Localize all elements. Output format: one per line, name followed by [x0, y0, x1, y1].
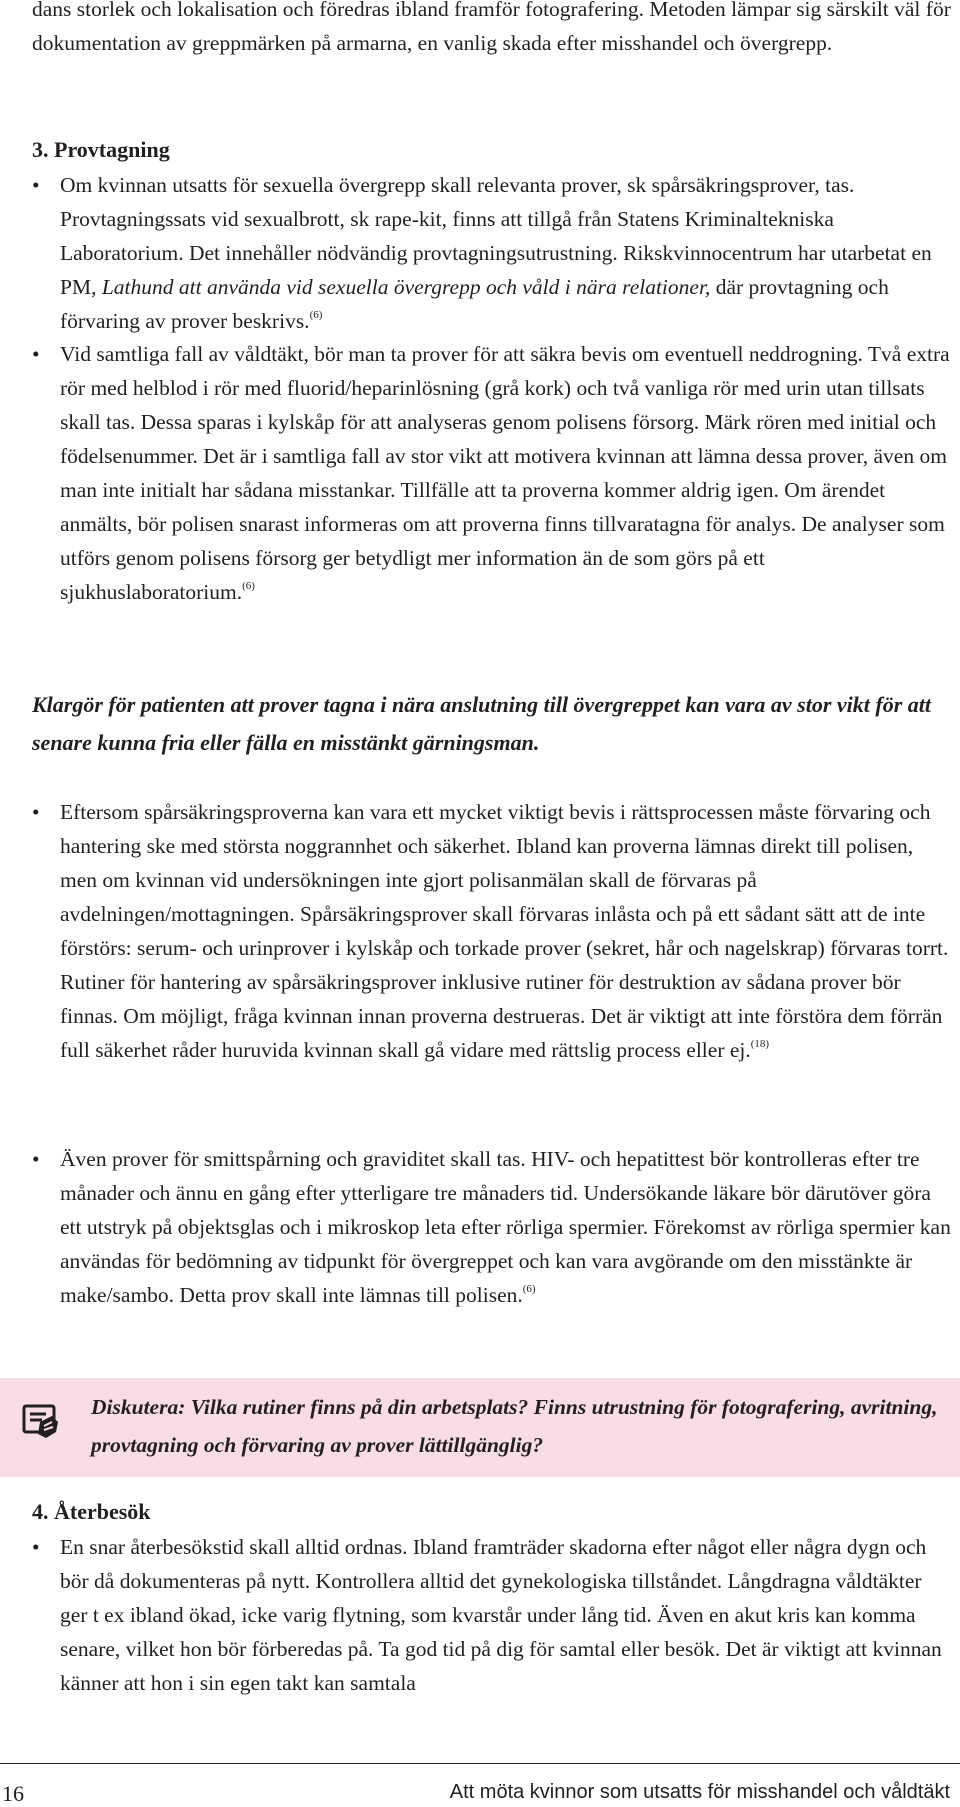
bullet-glyph: • — [32, 342, 40, 366]
bullet-item — [32, 168, 952, 338]
discussion-box — [0, 1378, 960, 1477]
intro-paragraph: dans storlek och lokalisation och föredras ibland framför fotografering. Metoden lämpar sig särskilt väl för dokumentation av greppmärken på armarna, en vanlig skada efter misshandel och övergrepp. — [32, 0, 951, 55]
bullet-paragraph — [32, 1530, 952, 1700]
running-title: Att möta kvinnor som utsatts för misshandel och våldtäkt — [449, 1781, 950, 1803]
bullet-text: En snar återbesökstid skall alltid ordnas. Ibland framträder skadorna efter något eller några dygn och bör då dokumenteras på nytt. Kontrollera alltid det gynekologiska tillståndet. Långdragna våldtäkter ger t ex ibland ökad, icke varig flytning, som kvarstår under lång tid. Även en akut kris kan komma senare, vilket hon bör förberedas på. Ta god tid på dig för samtal eller besök. Det är viktigt att kvinnan känner att hon i sin egen takt kan samtala — [60, 1535, 942, 1695]
bullet-text: där provtagning och förvaring av prover beskrivs. — [60, 275, 889, 333]
section-heading-provtagning: 3. Provtagning — [32, 137, 170, 162]
bullet-text: Även prover för smittspårning och graviditet skall tas. HIV- och hepatittest bör kontrolleras efter tre månader och ännu en gång efter ytterligare tre månaders tid. Undersökande läkare bör därutöver göra ett utstryk på objektsglas och i mikroskop leta efter rörliga spermier. Förekomst av rörliga spermier kan användas för bedömning av tidpunkt för övergreppet och kan vara avgörande om den misstänkte är make/sambo. Detta prov skall inte lämnas till polisen. — [60, 1147, 951, 1307]
bullet-text: Vid samtliga fall av våldtäkt, bör man ta prover för att säkra bevis om eventuell neddrogning. Två extra rör med helblod i rör med fluorid/heparinlösning (grå kork) och två vanliga rör med urin utan tillsats skall tas. Dessa sparas i kylskåp för att analyseras genom polisens försorg. Märk rören med initial och födelsenummer. Det är i samtliga fall av stor vikt att motivera kvinnan att lämna dessa prover, även om man inte initialt har sådana misstankar. Tillfälle att ta proverna kommer aldrig igen. Om ärendet anmälts, bör polisen snarast informeras om att proverna finns tillvaratagna för analys. De analyser som utförs genom polisens försorg ger betydligt mer information än de som görs på ett sjukhuslaboratorium. — [60, 342, 950, 604]
bullet-paragraph — [32, 795, 952, 1067]
reference-superscript: (6) — [242, 580, 255, 592]
bullet-item — [32, 337, 952, 609]
discussion-hand-icon — [22, 1402, 62, 1442]
bullet-glyph: • — [32, 1147, 40, 1171]
bullet-item — [32, 795, 952, 1067]
bullet-glyph: • — [32, 173, 40, 197]
bullet-glyph: • — [32, 1535, 40, 1559]
bullet-item — [32, 1142, 952, 1312]
page-number: 16 — [2, 1781, 24, 1806]
bullet-paragraph — [32, 168, 952, 338]
bullet-text: Eftersom spårsäkringsproverna kan vara ett mycket viktigt bevis i rättsprocessen måste förvaring och hantering ske med största noggrannhet och säkerhet. Ibland kan proverna lämnas direkt till polisen, men om kvinnan vid undersökningen inte gjort polisanmälan skall de förvaras på avdelningen/mottagningen. Spårsäkringsprover skall förvaras inlåsta och på ett sådant sätt att de inte förstörs: serum- och urinprover i kylskåp och torkade prover (sekret, hår och nagelskrap) förvaras torrt. Rutiner för hantering av spårsäkringsprover inklusive rutiner för destruktion av sådana prover bör finnas. Om möjligt, fråga kvinnan innan proverna destrueras. Det är viktigt att inte förstöra dem förrän full säkerhet råder huruvida kvinnan skall gå vidare med rättslig process eller ej. — [60, 800, 949, 1062]
discussion-text: Diskutera: Vilka rutiner finns på din arbetsplats? Finns utrustning för fotografering, avritning, provtagning och förvaring av prover lättillgänglig? — [91, 1395, 938, 1457]
reference-superscript: (6) — [522, 1283, 536, 1295]
reference-superscript: (6) — [309, 309, 323, 321]
section-heading-aterbesok: 4. Återbesök — [32, 1499, 151, 1524]
bullet-paragraph — [32, 337, 952, 609]
italic-document-title: Lathund att använda vid sexuella övergrepp och våld i nära relationer, — [101, 275, 711, 299]
reference-superscript: (18) — [750, 1038, 770, 1050]
bullet-paragraph — [32, 1142, 952, 1312]
bullet-item — [32, 1530, 952, 1700]
bullet-text: Om kvinnan utsatts för sexuella övergrepp skall relevanta prover, sk spårsäkringsprover, tas. Provtagningssats vid sexualbrott, sk rape-kit, finns att tillgå från Statens Kriminaltekniska Laboratorium. Det innehåller nödvändig provtagningsutrustning. Rikskvinnocentrum har utarbetat en PM, — [60, 173, 932, 299]
emphasis-callout: Klargör för patienten att prover tagna i nära anslutning till övergreppet kan vara av stor vikt för att senare kunna fria eller fälla en misstänkt gärningsman. — [32, 692, 932, 755]
bullet-glyph: • — [32, 800, 40, 824]
footer-divider — [0, 1763, 960, 1764]
